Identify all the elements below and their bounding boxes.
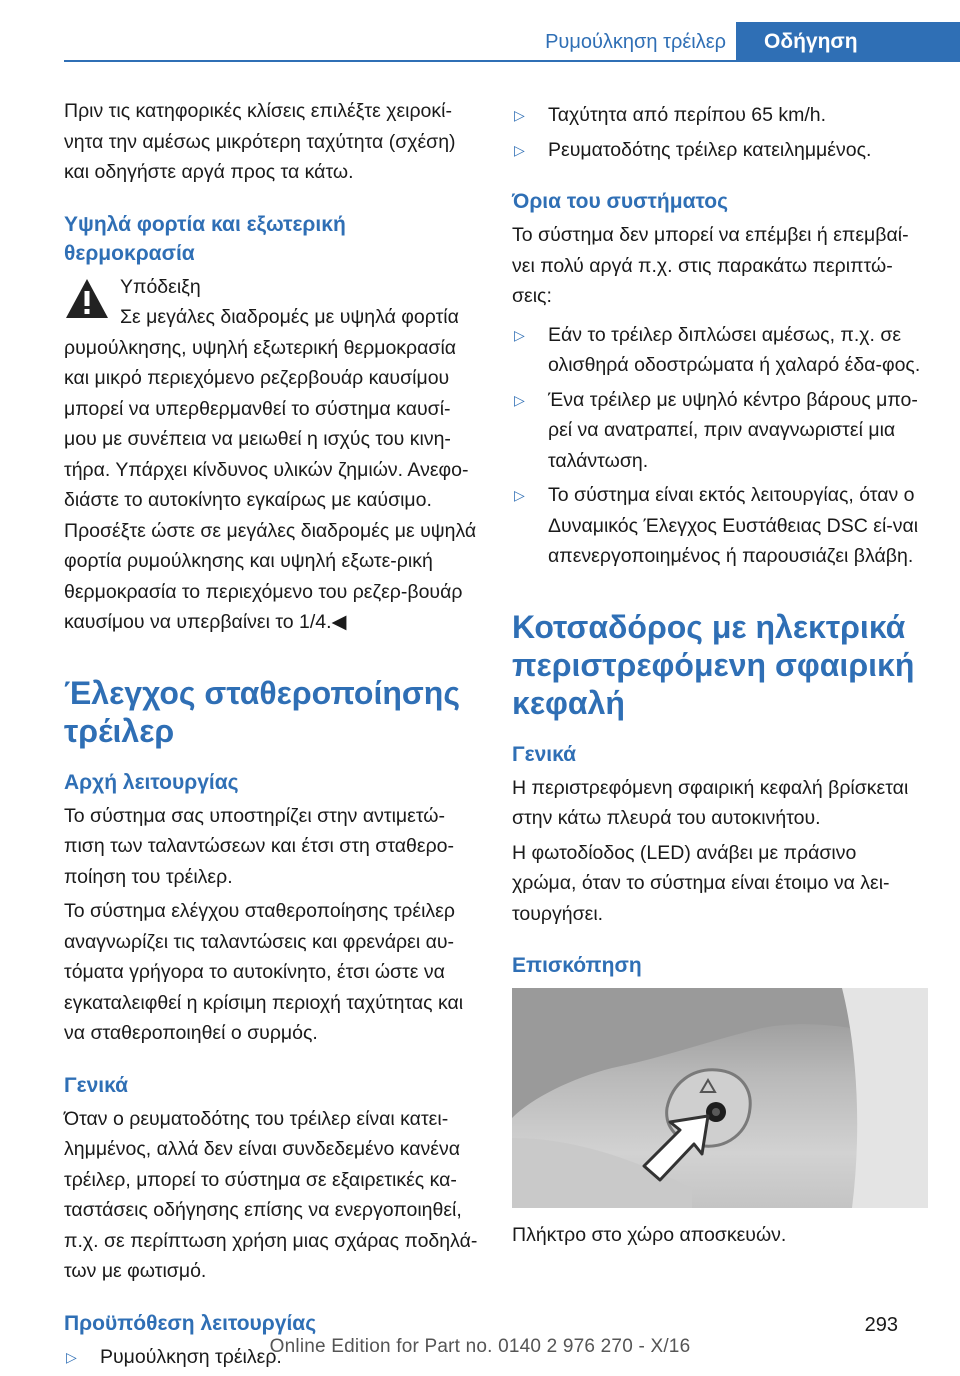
page-header (0, 0, 960, 62)
overview-heading: Επισκόπηση (512, 954, 642, 977)
warning-text-first: Σε μεγάλες διαδρομές με υψηλά φορτία (120, 306, 459, 328)
general-heading-right: Γενικά (512, 742, 577, 766)
limits-intro: Το σύστημα δεν μπορεί να επέμβει ή επεμβαί-νει πολύ αργά π.χ. στις παρακάτω περιπτώ-σεις: (512, 224, 909, 307)
principle-paragraph-2: Το σύστημα ελέγχου σταθεροποίησης τρέιλερ αναγνωρίζει τις ταλαντώσεις και φρενάρει αυ-τόματα γρήγορα το αυτοκίνητο, έτσι ώστε να εγκαταλειφθεί η κρίσιμη περιοχή ταχύτητας και να σταθεροποιηθεί ο συρμός. (64, 900, 464, 1044)
general-heading-left: Γενικά (64, 1073, 129, 1097)
bullet-triangle-icon: ▷ (514, 326, 525, 343)
trunk-button-photo (512, 988, 928, 1208)
list-item (512, 480, 926, 572)
principle-heading: Αρχή λειτουργίας (64, 770, 239, 794)
list-item-text: Ταχύτητα από περίπου 65 km/h. (548, 104, 827, 126)
list-item (512, 100, 926, 131)
general-paragraph-left: Όταν ο ρευματοδότης του τρέιλερ είναι κατει-λημμένος, αλλά δεν είναι συνδεδεμένο κανένα τρέιλερ, μπορεί το σύστημα σε εξαιρετικές κα-ταστάσεις οδήγησης επίσης να ενεργοποιηθεί, π.χ. σε περίπτωση χρήση μιας σχάρας ποδηλά-των με φωτισμό. (64, 1107, 478, 1282)
limits-heading: Όρια του συστήματος (512, 190, 729, 213)
footer-edition: Online Edition for Part no. 0140 2 976 270 - X/16 (269, 1336, 691, 1357)
list-item-text: Ρυμούλκηση τρέιλερ. (100, 1345, 282, 1368)
header-chapter-tab: Οδήγηση (736, 22, 960, 62)
principle-paragraph-1: Το σύστημα σας υποστηρίζει στην αντιμετώ-πιση των ταλαντώσεων και έτσι στη σταθερο-ποίηση του τρέιλερ. (64, 804, 454, 888)
bullet-triangle-icon: ▷ (514, 391, 525, 408)
header-section-title: Ρυμούλκηση τρέιλερ (545, 31, 726, 53)
bullet-triangle-icon: ▷ (514, 487, 525, 503)
warning-icon (64, 276, 110, 322)
photo-caption: Πλήκτρο στο χώρο αποσκευών. (512, 1224, 787, 1246)
bullet-triangle-icon: ▷ (514, 107, 525, 123)
tsc-title: Έλεγχος σταθεροποίησης τρέιλερ (64, 674, 460, 749)
general-paragraph-right-1: Η περιστρεφόμενη σφαιρική κεφαλή βρίσκεται στην κάτω πλευρά του αυτοκινήτου. (512, 776, 909, 829)
warning-label: Υπόδειξη (120, 275, 201, 298)
warning-text (64, 302, 478, 638)
right-column (512, 100, 926, 1251)
header-divider (64, 60, 960, 62)
left-column (64, 96, 478, 1376)
list-item-text: Το σύστημα είναι εκτός λειτουργίας, όταν ο Δυναμικός Έλεγχος Ευστάθειας DSC εί-ναι απενεργοποιημένος ή παρουσιάζει βλάβη. (548, 484, 919, 567)
prereq-heading: Προϋπόθεση λειτουργίας (64, 1311, 317, 1335)
general-paragraph-right-2: Η φωτοδίοδος (LED) ανάβει με πράσινο χρώμα, όταν το σύστημα είναι έτοιμο να λει-τουργήσει. (512, 841, 890, 925)
bullet-triangle-icon: ▷ (514, 141, 525, 158)
list-item-text: Εάν το τρέιλερ διπλώσει αμέσως, π.χ. σε ολισθηρά οδοστρώματα ή χαλαρό έδα-φος. (548, 323, 921, 376)
list-item (512, 385, 926, 477)
hitch-title: Κοτσαδόρος με ηλεκτρικά περιστρεφόμενη σφαιρική κεφαλή (512, 608, 915, 721)
heat-heading: Υψηλά φορτία και εξωτερική θερμοκρασία (64, 212, 346, 265)
warning-text-rest: ρυμούλκησης, υψηλή εξωτερική θερμοκρασία και μικρό περιεχόμενο ρεζερβουάρ καυσίμου μπορεί να υπερθερμανθεί το σύστημα καυσί-μου με συνέπεια να μειωθεί η ισχύς του κινη-τήρα. Υπάρχει κίνδυνος υλικών ζημιών. Ανεφο-διάστε το αυτοκίνητο εγκαίρως με καύσιμο. Προσέξτε ώστε σε μεγάλες διαδρομές με υψηλά φορτία ρυμούλκησης και υψηλή εξωτε-ρική θερμοκρασία το περιεχόμενο του ρεζερ-βουάρ καυσίμου να υπερβαίνει το 1/4.◀ (64, 336, 477, 633)
warning-block (64, 272, 478, 638)
bullet-triangle-icon: ▷ (66, 1348, 77, 1365)
page-number: 293 (864, 1314, 898, 1336)
trunk-photo-illustration (512, 988, 928, 1208)
list-item-text: Ένα τρέιλερ με υψηλό κέντρο βάρους μπο-ρεί να ανατραπεί, πριν αναγνωριστεί μια ταλάντωση. (548, 388, 918, 472)
list-item-text: Ρευματοδότης τρέιλερ κατειλημμένος. (548, 138, 872, 161)
intro-paragraph: Πριν τις κατηφορικές κλίσεις επιλέξτε χειροκί-νητα την αμέσως μικρότερη ταχύτητα (σχέση) και οδηγήστε αργά προς τα κάτω. (64, 100, 456, 183)
list-item (512, 320, 926, 381)
list-item (512, 135, 926, 166)
